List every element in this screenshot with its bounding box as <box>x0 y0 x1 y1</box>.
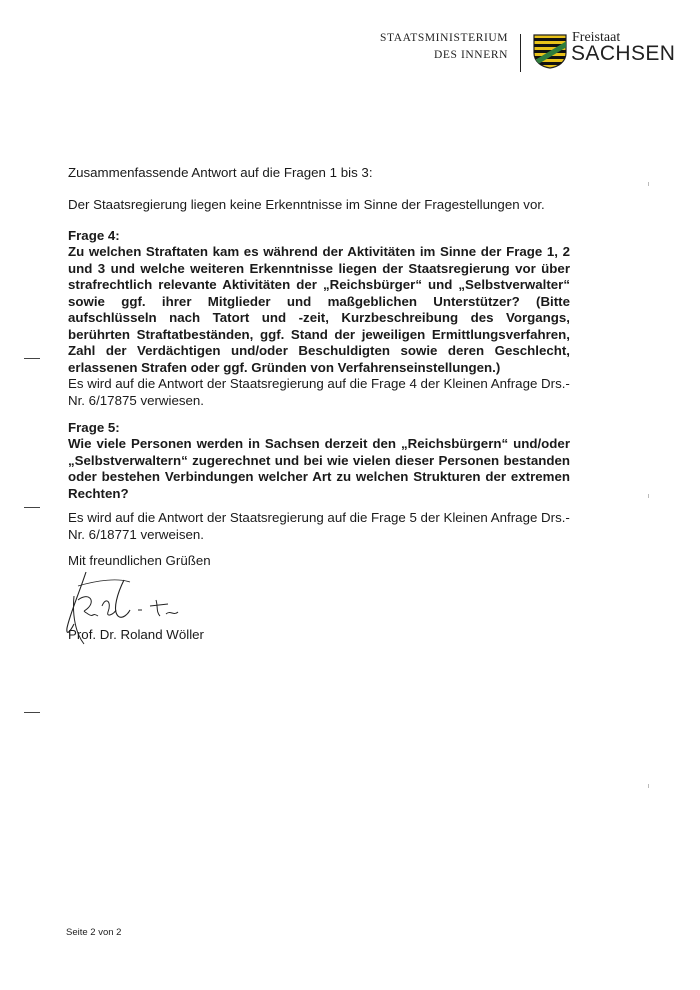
signatory-name: Prof. Dr. Roland Wöller <box>68 627 204 642</box>
page-number: Seite 2 von 2 <box>66 927 122 938</box>
summary-heading: Zusammenfassende Antwort auf die Fragen 1 bis 3: <box>68 165 373 180</box>
handwritten-signature <box>58 566 208 658</box>
summary-answer: Der Staatsregierung liegen keine Erkenntnisse im Sinne der Fragestellungen vor. <box>68 197 545 212</box>
saxony-coat-of-arms-icon <box>532 33 568 69</box>
state-label-small: Freistaat <box>572 30 621 45</box>
fold-mark <box>24 507 40 508</box>
ministry-line-2: DES INNERN <box>433 49 508 61</box>
closing-greeting: Mit freundlichen Grüßen <box>68 553 211 568</box>
question-4-text: Zu welchen Straftaten kam es während der Aktivitäten im Sinne der Frage 1, 2 und 3 und welche weiteren Erkenntnisse liegen der Staatsregierung vor über strafrechtlich relevante Aktivitäten der „Reichsbürger“ und „Selbstverwalter“ sowie ggf. ihrer Mitglieder und maßgeblichen Unterstützer? (Bitte aufschlüsseln nach Tatort und -zeit, Kurzbeschreibung des Vorgangs, berührten Straftatbeständen, ggf. Stand der jeweiligen Ermittlungsverfahren, Zahl der Verdächtigen und/oder Beschuldigten sowie deren Geschlecht, erlassenen Strafen oder ggf. Gründen von Verfahrenseinstellungen.) <box>68 244 570 375</box>
question-4-label: Frage 4: <box>68 228 120 243</box>
question-5-label: Frage 5: <box>68 420 120 435</box>
punch-mark <box>24 712 40 713</box>
ministry-line-1: STAATSMINISTERIUM <box>380 32 509 44</box>
scan-speck <box>648 494 649 498</box>
question-5-answer: Es wird auf die Antwort der Staatsregierung auf die Frage 5 der Kleinen Anfrage Drs.-Nr. 6/18771 verweisen. <box>68 510 570 542</box>
scan-speck <box>648 784 649 788</box>
scan-speck <box>648 182 649 186</box>
state-label-big: SACHSEN <box>571 42 676 65</box>
question-5-text: Wie viele Personen werden in Sachsen derzeit den „Reichsbürgern“ und/oder „Selbstverwaltern“ zugerechnet und bei wie vielen dieser Personen bestanden oder bestehen Verbindungen welcher Art zu welchen Strukturen der extremen Rechten? <box>68 436 570 501</box>
fold-mark <box>24 358 40 359</box>
ministry-name <box>380 30 508 64</box>
header-divider <box>520 34 521 72</box>
question-4-answer: Es wird auf die Antwort der Staatsregierung auf die Frage 4 der Kleinen Anfrage Drs.-Nr. 6/17875 verwiesen. <box>68 376 570 408</box>
